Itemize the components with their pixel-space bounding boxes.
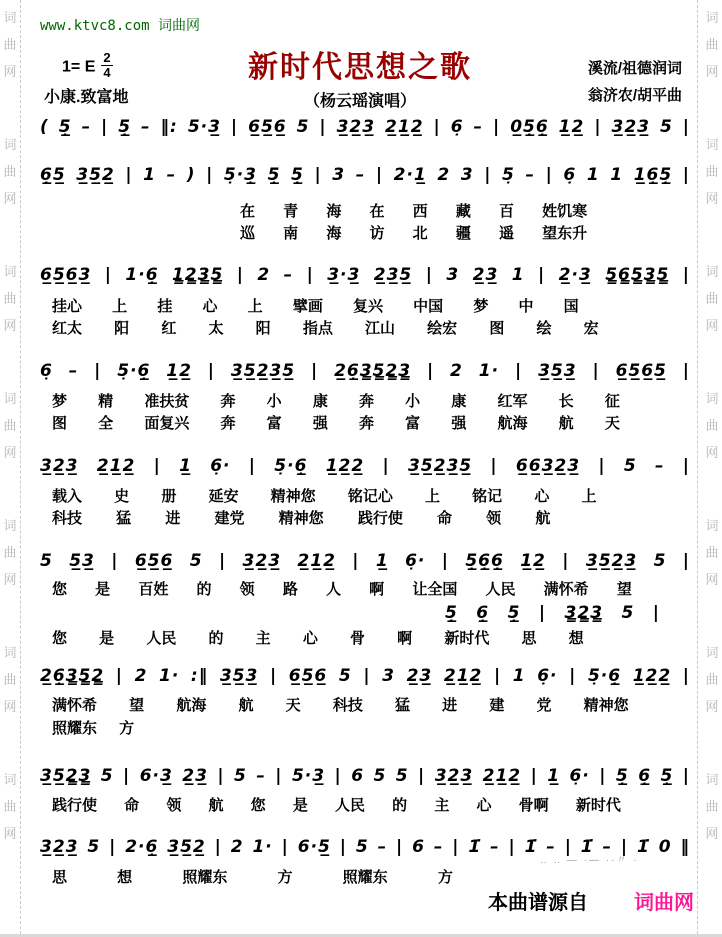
lyrics-line-5-verse2: 科技 猛 进 建党 精神您 践行使 命 领 航 xyxy=(52,510,551,527)
lyrics-line-4-verse2: 图 全 面复兴 奔 富 强 奔 富 强 航海 航 天 xyxy=(52,415,620,432)
notation-line-1: ( 5̲̣ – | 5̲̣ – ‖: 5·3̲ | 6̲5̲6̲ 5 | 3̲2̲3̲ 2̲1̲2̲ | 6̣ – | 0̲5̲̣6̲̣ 1̲2̲ | 3̲2̲3̲ 5 | xyxy=(40,117,690,137)
time-signature-denominator: 4 xyxy=(103,64,111,80)
lyrics-line-6-verse1: 您 是 百姓 的 领 路 人 啊 让全国 人民 满怀希 望 xyxy=(52,581,632,598)
performer-subtitle: （杨云瑶演唱） xyxy=(303,93,416,110)
right-dashed-border xyxy=(697,0,698,934)
time-signature-numerator: 2 xyxy=(103,50,111,65)
lyrics-line-7-verse1: 满怀希 望 航海 航 天 科技 猛 进 建 党 精神您 xyxy=(52,697,629,714)
song-title: 新时代思想之歌 xyxy=(248,51,472,84)
notation-line-6b-ossia: 5̲̣ 6̲̣ 5̲̣ | 3̳2̳3̳ 5 | xyxy=(445,603,660,623)
left-dashed-border xyxy=(20,0,21,934)
notation-line-9: 3̲2̲3̲ 5 | 2·6̲̣ 3̲5̲2̲ | 2 1· | 6·5̲ | 5 – | 6 – | 1̇ – | 1̇ – | 1̇ – | 1̇ 0 ‖ xyxy=(40,837,690,857)
lyrics-line-2-verse2: 巡 南 海 访 北 疆 遥 望东升 xyxy=(240,225,588,242)
watermark-column-right: 词 曲 网 词 曲 网 词 曲 网 词 曲 网 词 曲 网 词 曲 网 词 曲 网 xyxy=(705,10,719,841)
notation-line-8: 3̲5̲2̳3̳ 5 | 6·3̲ 2̲3̲ | 5 – | 5·3̲ | 6 5 5 | 3̲2̲3̲ 2̲1̲2̲ | 1̲ 6̣· | 5̲̣ 6̲̣ 5̲̣ | xyxy=(40,766,690,786)
lyrics-line-8-verse1: 践行使 命 领 航 您 是 人民 的 主 心 骨啊 新时代 xyxy=(52,797,621,814)
lyricist-credit: 溪流/祖德润词 xyxy=(587,60,682,77)
lyrics-line-2-verse1: 在 青 海 在 西 藏 百 姓饥寒 xyxy=(240,203,588,220)
lyrics-line-5-verse1: 载入 史 册 延安 精神您 铭记心 上 铭记 心 上 xyxy=(52,488,597,505)
tempo-style-marking: 小康.致富地 xyxy=(44,89,129,106)
lyrics-line-3-verse1: 挂心 上 挂 心 上 擘画 复兴 中国 梦 中 国 xyxy=(52,298,579,315)
watermark-column-left: 词 曲 网 词 曲 网 词 曲 网 词 曲 网 词 曲 网 词 曲 网 词 曲 网 xyxy=(3,10,17,841)
footer-source-label: 本曲谱源自 xyxy=(488,892,588,914)
key-label: 1= E xyxy=(62,58,96,76)
notation-line-7: 2̲6̲̣3̳5̳2̳ | 2 1· :‖ 3̲5̲3̲ | 6̲5̲6̲ 5 | 3 2̲3̲ 2̲1̲2̲ | 1 6̣· | 5̣·6̲̣ 1̲2̲2̲ | xyxy=(40,666,690,686)
notation-line-6: 5 5̲3̲ | 6̲5̲6̲ 5 | 3̲2̲3̲ 2̲1̲2̲ | 1̲ 6̣· | 5̲̣6̲̣6̲̣ 1̲2̲ | 3̲5̲2̲3̲ 5 | xyxy=(40,551,690,571)
faint-clipped-note: ‥ ‥ — ·— ··〃 · xyxy=(540,855,639,863)
notation-line-3: 6̲5̲6̲3̲ | 1·6̲̣ 1̳2̳3̳5̳ | 2 – | 3̲·3̲ 2̲3̲5̲ | 3 2̲3̲ 1 | 2̲·3̲ 5̳6̳5̳3̳5̳ | xyxy=(40,265,690,285)
lyrics-line-6-verse2: 您 是 人民 的 主 心 骨 啊 新时代 思 想 xyxy=(52,630,584,647)
lyrics-line-3-verse2: 红太 阳 红 太 阳 指点 江山 绘宏 图 绘 宏 xyxy=(52,320,599,337)
site-url-link[interactable]: www.ktvc8.com 词曲网 xyxy=(40,18,201,34)
notation-line-4: 6̣ – | 5̣·6̲̣ 1̲2̲ | 3̲5̲2̲3̲5̲ | 2̲6̲̣3̳5̳2̳3̳ | 2 1· | 3̲5̲3̲ | 6̲5̲6̲5̲ | xyxy=(40,361,690,381)
lyrics-line-7-verse2: 照耀东 方 xyxy=(52,720,135,737)
composer-credit: 翁济农/胡平曲 xyxy=(587,87,682,104)
notation-line-5: 3̲2̲3̲ 2̲1̲2̲ | 1̲ 6̣· | 5̣·6̲̣ 1̲2̲2̲ | 3̲5̲2̲3̲5̲ | 6̲6̲3̲2̲3̲ | 5 – | xyxy=(40,456,690,476)
footer-site-link[interactable]: 词曲网 xyxy=(634,892,694,914)
lyrics-line-4-verse1: 梦 精 准扶贫 奔 小 康 奔 小 康 红军 长 征 xyxy=(52,393,620,410)
lyrics-line-9-verse1: 思 想 照耀东 方 照耀东 方 xyxy=(52,869,453,886)
time-signature xyxy=(101,51,112,79)
notation-line-2: 6̲̣5̲ 3̲5̲2̲ | 1 – ) | 5̣·3̲̣ 5̲̣ 5̲̣ | 3 – | 2·1̲ 2 3 | 5̣ – | 6̣ 1 1 1̲6̲̣5̲̣ | xyxy=(40,165,690,185)
key-signature xyxy=(62,50,113,80)
